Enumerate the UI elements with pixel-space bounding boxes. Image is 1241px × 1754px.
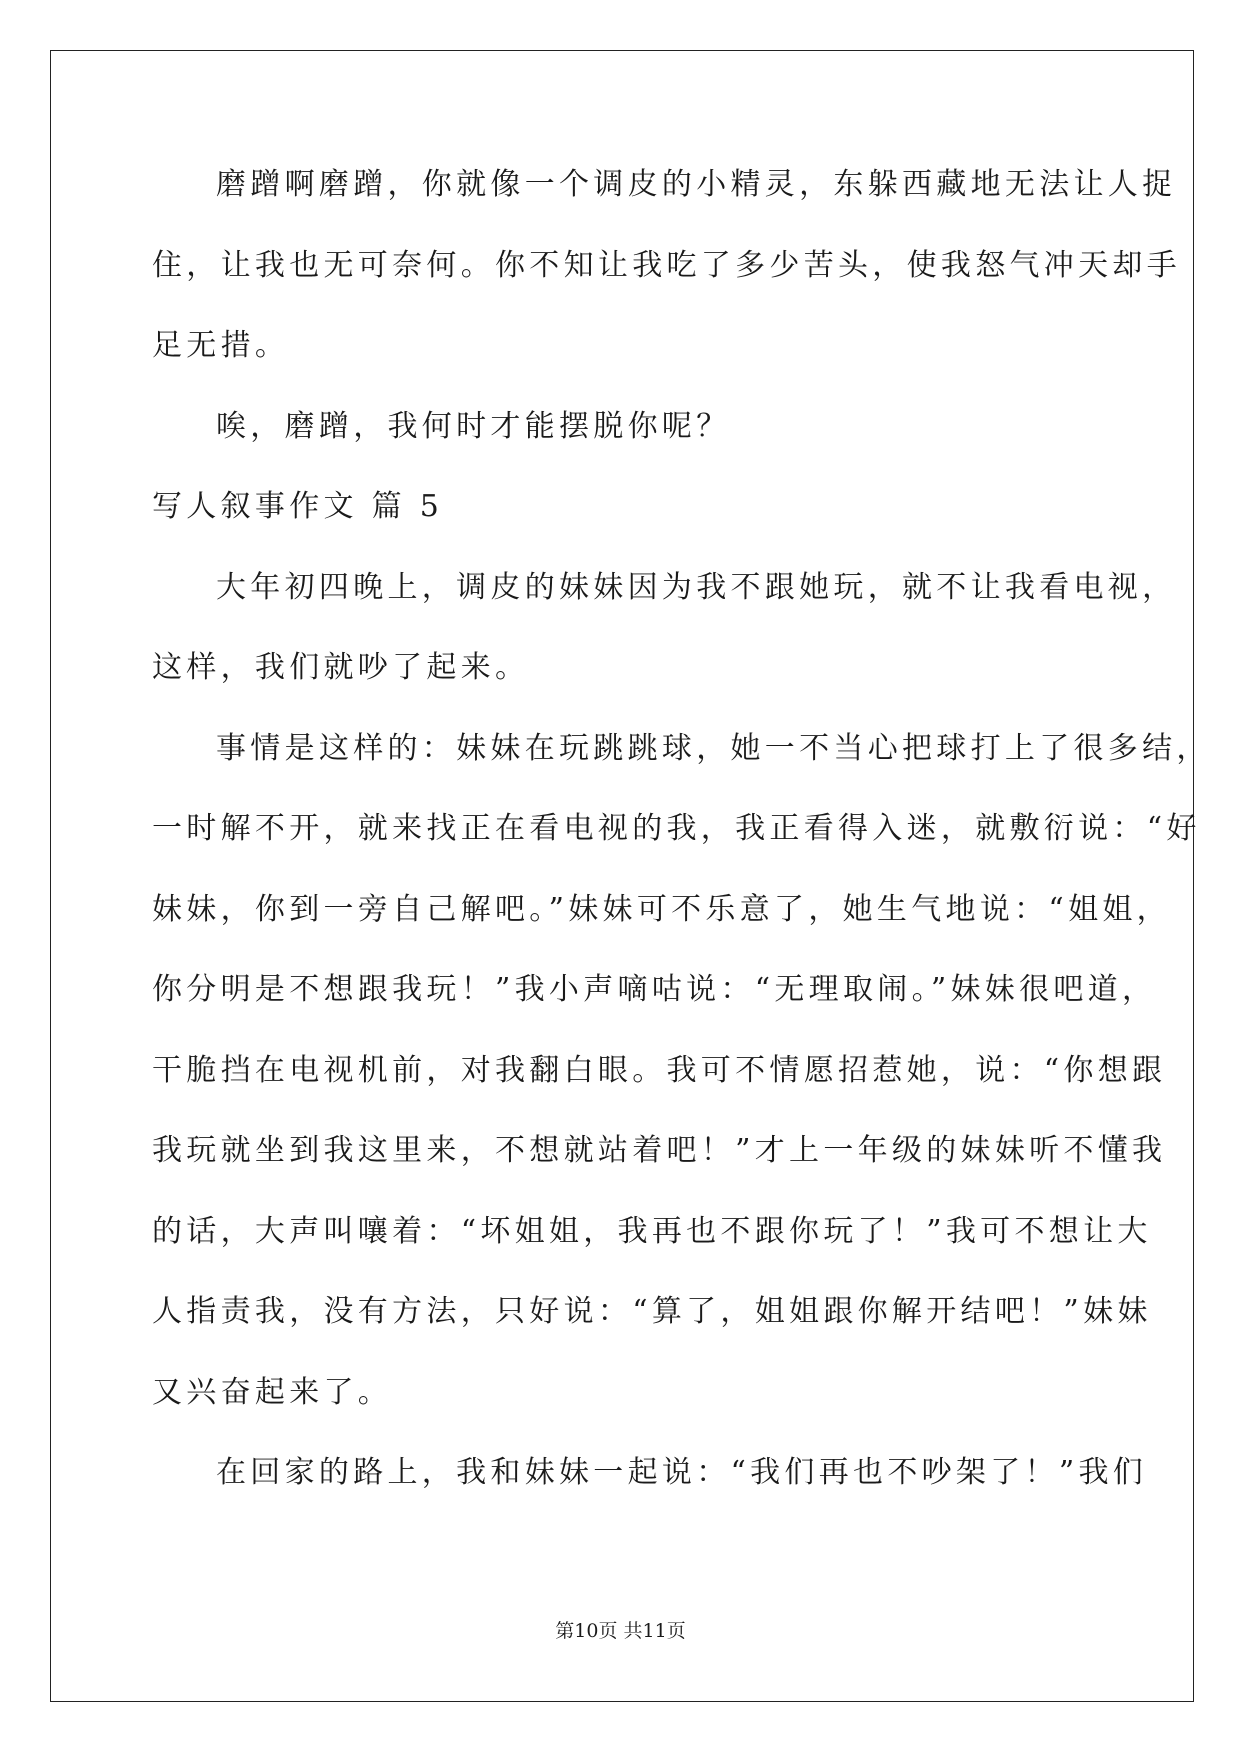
text-line: 住，让我也无可奈何。你不知让我吃了多少苦头，使我怒气冲天却手 [152,247,1181,283]
text-line: 磨蹭啊磨蹭，你就像一个调皮的小精灵，东躲西藏地无法让人捉 [216,167,1177,202]
text-line: 你分明是不想跟我玩！”我小声嘀咕说：“无理取闹。”妹妹很吧道， [152,972,1157,1007]
text-line: 一时解不开，就来找正在看电视的我，我正看得入迷，就敷衍说：“好 [152,811,1201,846]
page-number-footer: 第10页 共11页 [555,1620,686,1642]
text-line: 干脆挡在电视机前，对我翻白眼。我可不情愿招惹她，说：“你想跟 [152,1052,1167,1088]
text-line: 事情是这样的：妹妹在玩跳跳球，她一不当心把球打上了很多结， [216,730,1211,766]
text-line: 这样，我们就吵了起来。 [152,650,530,685]
text-line: 人指责我，没有方法，只好说：“算了，姐姐跟你解开结吧！”妹妹 [152,1294,1152,1329]
document-body [152,160,1211,1529]
section-heading: 写人叙事作文 篇 5 [152,489,444,524]
text-line: 足无措。 [152,328,290,363]
text-line: 又兴奋起来了。 [152,1374,393,1410]
text-line: 我玩就坐到我这里来，不想就站着吧！”才上一年级的妹妹听不懂我 [152,1133,1167,1168]
text-line: 唉，磨蹭，我何时才能摆脱你呢？ [216,408,731,444]
text-line: 妹妹，你到一旁自己解吧。”妹妹可不乐意了，她生气地说：“姐姐， [152,891,1171,927]
text-line: 大年初四晚上，调皮的妹妹因为我不跟她玩，就不让我看电视， [216,569,1177,605]
text-line: 的话，大声叫嚷着：“坏姐姐，我再也不跟你玩了！”我可不想让大 [152,1213,1152,1249]
text-line: 在回家的路上，我和妹妹一起说：“我们再也不吵架了！”我们 [216,1455,1148,1490]
